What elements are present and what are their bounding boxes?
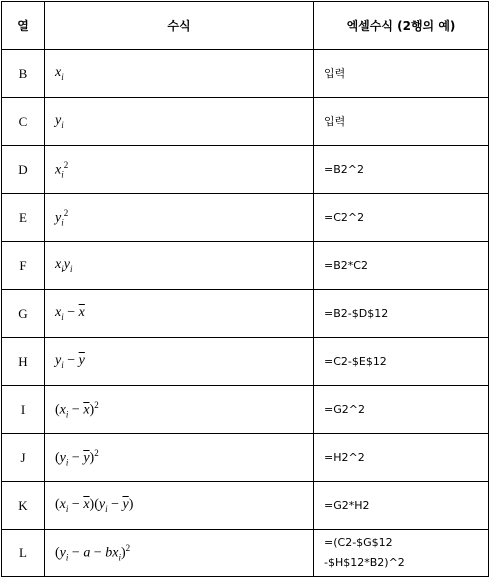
table-row <box>2 50 489 98</box>
excel-formula: 입력 <box>314 50 489 98</box>
table-row <box>2 194 489 242</box>
header-excel: 엑셀수식 (2행의 예) <box>314 2 489 50</box>
math-formula: $(x_i - \overline{x})^2$ <box>45 386 314 434</box>
math-formula: $x_i - \overline{x}$ <box>45 290 314 338</box>
column-letter: H <box>2 338 45 386</box>
column-letter: C <box>2 98 45 146</box>
math-formula: $x_iy_i$ <box>45 242 314 290</box>
header-row <box>2 2 489 50</box>
excel-formula: =B2-$D$12 <box>314 290 489 338</box>
math-formula: $(y_i - \overline{y})^2$ <box>45 434 314 482</box>
column-letter: K <box>2 482 45 530</box>
excel-formula: =H2^2 <box>314 434 489 482</box>
math-formula: $y_i^2$ <box>45 194 314 242</box>
table-row <box>2 482 489 530</box>
excel-formula-line-1: =(C2-$G$12 <box>324 536 393 549</box>
math-formula: $(x_i - \overline{x})(y_i - \overline{y})$ <box>45 482 314 530</box>
table-row <box>2 146 489 194</box>
header-formula: 수식 <box>45 2 314 50</box>
table-row <box>2 530 489 577</box>
formula-table <box>1 1 489 577</box>
excel-formula-line-2: -$H$12*B2)^2 <box>324 556 405 569</box>
column-letter: G <box>2 290 45 338</box>
excel-formula: =G2*H2 <box>314 482 489 530</box>
excel-formula: =B2^2 <box>314 146 489 194</box>
table-row <box>2 386 489 434</box>
excel-formula: 입력 <box>314 98 489 146</box>
column-letter: B <box>2 50 45 98</box>
column-letter: L <box>2 530 45 577</box>
excel-formula: =C2^2 <box>314 194 489 242</box>
column-letter: E <box>2 194 45 242</box>
excel-formula: =C2-$E$12 <box>314 338 489 386</box>
table-row <box>2 242 489 290</box>
table-row <box>2 338 489 386</box>
table-row <box>2 98 489 146</box>
math-formula: $x_i^2$ <box>45 146 314 194</box>
math-formula: $y_i - \overline{y}$ <box>45 338 314 386</box>
excel-formula: =G2^2 <box>314 386 489 434</box>
math-formula: $(y_i - a - bx_i)^2$ <box>45 530 314 577</box>
excel-formula: =B2*C2 <box>314 242 489 290</box>
column-letter: D <box>2 146 45 194</box>
math-formula: $x_i$ <box>45 50 314 98</box>
table-row <box>2 434 489 482</box>
column-letter: I <box>2 386 45 434</box>
excel-formula <box>314 530 489 577</box>
table-row <box>2 290 489 338</box>
column-letter: J <box>2 434 45 482</box>
math-formula: $y_i$ <box>45 98 314 146</box>
header-column: 열 <box>2 2 45 50</box>
column-letter: F <box>2 242 45 290</box>
